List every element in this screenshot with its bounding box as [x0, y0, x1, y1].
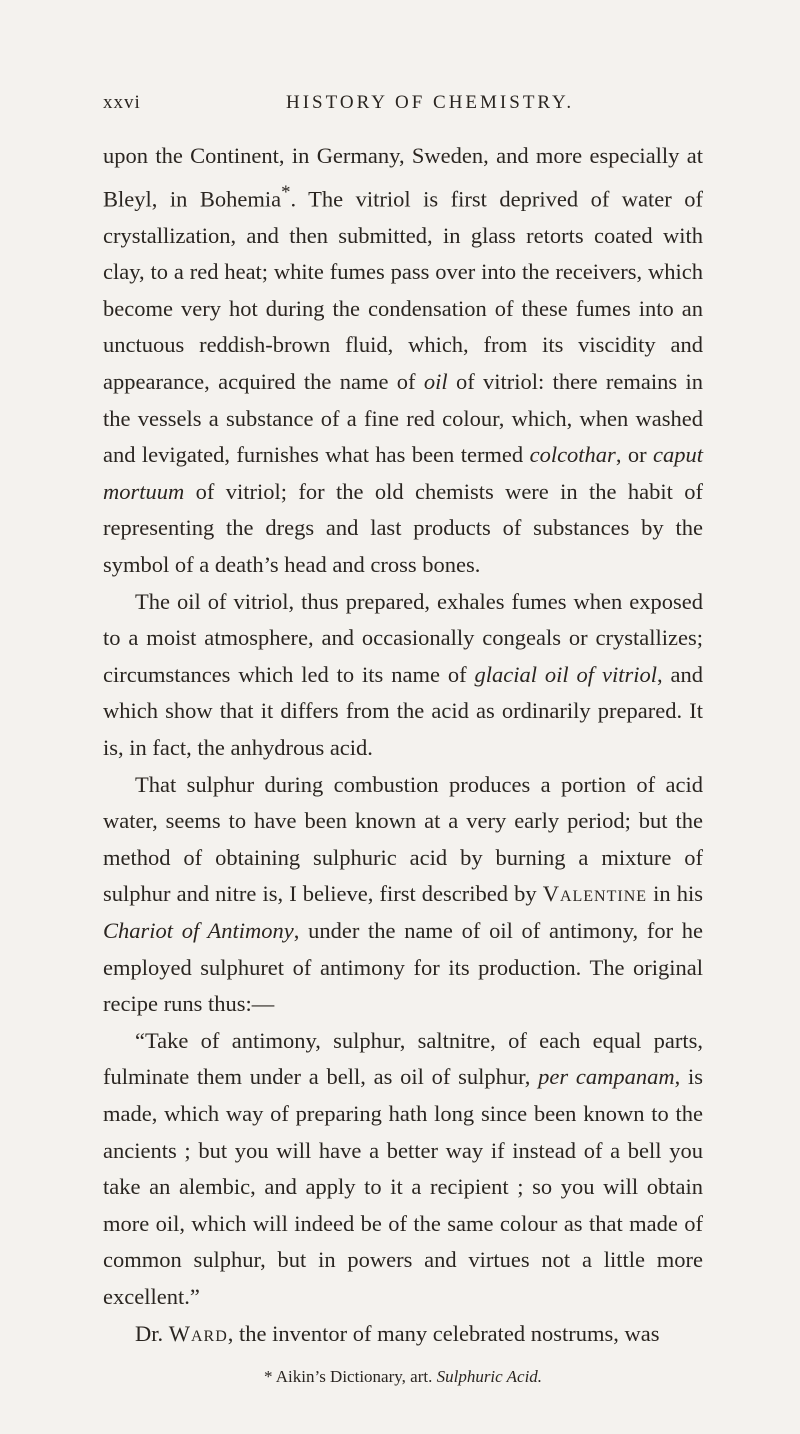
title-chariot-of-antimony: Chariot of Antimony — [103, 917, 294, 943]
term-glacial-oil: glacial oil of vitriol — [474, 661, 657, 687]
paragraph-1: upon the Continent, in Germany, Sweden, and more especially at Bleyl, in Bohemia*. The vitriol is first deprived of water of crystallization, and then submitted, in glass retorts coated with clay, to a red heat; white fumes pass over into the receivers, which become very hot during the condensation of these fumes into an unctuous reddish-brown fluid, which, from its viscidity and appearance, acquired the name of oil of vitriol: there remains in the vessels a substance of a fine red colour, which, when washed and levigated, furnishes what has been termed colcothar, or caput mortuum of vitriol; for the old chemists were in the habit of representing the dregs and last products of substances by the symbol of a death’s head and cross bones. — [103, 143, 703, 578]
term-oil: oil — [423, 369, 448, 395]
running-title: HISTORY OF CHEMISTRY. — [286, 92, 575, 113]
page-number: xxvi — [103, 92, 141, 113]
paragraph-2: The oil of vitriol, thus prepared, exhales fumes when exposed to a moist atmosphere, and occasionally congeals or crystallizes; circumstances which led to its name of glacial oil of vitriol, and which show that it differs from the acid as ordinarily prepared. It is, in fact, the anhydrous acid. — [103, 588, 703, 760]
paragraph-5: Dr. Ward, the inventor of many celebrated nostrums, was — [135, 1320, 660, 1346]
body-text — [103, 138, 703, 1352]
term-colcothar: colcothar — [529, 442, 616, 468]
name-valentine: Valentine — [542, 881, 648, 907]
footnote-reference: * — [281, 181, 291, 203]
page-header — [103, 92, 703, 122]
footnote: * Aikin’s Dictionary, art. Sulphuric Acid. — [263, 1367, 543, 1386]
footnote-mark: * — [263, 1367, 273, 1386]
name-ward: Ward — [168, 1320, 228, 1346]
term-caput-mortuum: caput mortuum — [103, 442, 703, 504]
footnote-article-title: Sulphuric Acid. — [436, 1367, 543, 1386]
term-per-campanam: per campanam — [538, 1064, 675, 1090]
paragraph-3: That sulphur during combustion produces a portion of acid water, seems to have been known at a very early period; but the method of obtaining sulphuric acid by burning a mixture of sulphur and nitre is, I believe, first described by Valentine in his Chariot of Antimony, under the name of oil of antimony, for he employed sulphuret of antimony for its production. The original recipe runs thus:— — [103, 771, 703, 1017]
paragraph-4-quotation: “Take of antimony, sulphur, saltnitre, of each equal parts, fulminate them under a bell, as oil of sulphur, per campanam, is made, which way of preparing hath long since been known to the ancients ; but you will have a better way if instead of a bell you take an alembic, and apply to it a recipient ; so you will obtain more oil, which will indeed be of the same colour as that made of common sulphur, but in powers and virtues not a little more excellent.” — [103, 1027, 703, 1309]
